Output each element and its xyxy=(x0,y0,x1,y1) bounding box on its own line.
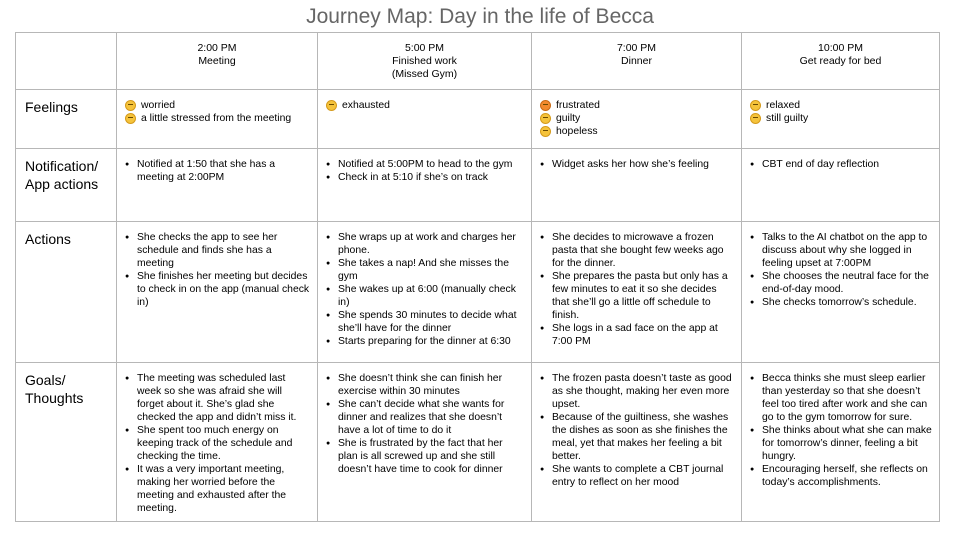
list-item: ● She doesn’t think she can finish her exercise within 30 minutes xyxy=(326,372,525,398)
notification-cell-3 xyxy=(532,149,742,222)
feelings-cell-3 xyxy=(532,90,742,149)
list-item: ● She logs in a sad face on the app at 7:00 PM xyxy=(540,322,735,348)
notification-row xyxy=(16,149,940,222)
hopeless-face-icon xyxy=(540,126,551,137)
feeling-item xyxy=(125,112,311,125)
stressed-face-icon xyxy=(125,113,136,124)
notification-cell-1 xyxy=(117,149,318,222)
column-header-3 xyxy=(532,33,742,90)
feelings-cell-1 xyxy=(117,90,318,149)
list-item: ● She wants to complete a CBT journal entry to reflect on her mood xyxy=(540,463,735,489)
column-header-2 xyxy=(318,33,532,90)
list-item: ● She takes a nap! And she misses the gym xyxy=(326,257,525,283)
row-label-text: Goals/ xyxy=(25,372,66,388)
goals-cell-3 xyxy=(532,363,742,522)
list-item: ● Becca thinks she must sleep earlier than yesterday so that she doesn’t feel too tired after work and she can go to the gym tomorrow for sure. xyxy=(750,372,933,424)
actions-cell-1 xyxy=(117,222,318,363)
column-label-sub: (Missed Gym) xyxy=(391,68,458,80)
relieved-face-icon xyxy=(750,100,761,111)
goals-cell-4 xyxy=(742,363,940,522)
corner-cell xyxy=(16,33,117,90)
column-header-4 xyxy=(742,33,940,90)
actions-row xyxy=(16,222,940,363)
list-item: ● She chooses the neutral face for the end-of-day mood. xyxy=(750,270,933,296)
feeling-item xyxy=(540,112,735,125)
feeling-text: relaxed xyxy=(766,100,801,111)
list-item: ● CBT end of day reflection xyxy=(750,158,933,171)
yawning-face-icon xyxy=(326,100,337,111)
row-label-text: Feelings xyxy=(25,99,78,115)
goals-cell-1 xyxy=(117,363,318,522)
feeling-text: still guilty xyxy=(766,113,809,124)
feelings-cell-2 xyxy=(318,90,532,149)
column-time: 7:00 PM xyxy=(616,42,657,54)
list-item: ● She finishes her meeting but decides to check in on the app (manual check in) xyxy=(125,270,311,309)
list-item: ● She checks the app to see her schedule and finds she has a meeting xyxy=(125,231,311,270)
guilty-face-icon xyxy=(750,113,761,124)
row-label-text: Thoughts xyxy=(25,390,84,406)
feeling-text: worried xyxy=(141,100,176,111)
notification-cell-4 xyxy=(742,149,940,222)
row-label-text: Notification/ xyxy=(25,158,99,174)
list-item: ● She thinks about what she can make for tomorrow’s dinner, feeling a bit hungry. xyxy=(750,424,933,463)
list-item: ● Talks to the AI chatbot on the app to discuss about why she logged in feeling upset at 7:00PM xyxy=(750,231,933,270)
list-item: ● Encouraging herself, she reflects on today’s accomplishments. xyxy=(750,463,933,489)
feeling-item xyxy=(540,99,735,112)
row-label-notification xyxy=(16,149,117,222)
row-label-text: App actions xyxy=(25,176,99,192)
list-item: ● She spent too much energy on keeping track of the schedule and checking the time. xyxy=(125,424,311,463)
column-label: Finished work xyxy=(392,55,457,67)
list-item: ● Notified at 1:50 that she has a meeting at 2:00PM xyxy=(125,158,311,184)
list-item: ● Starts preparing for the dinner at 6:30 xyxy=(326,335,525,348)
column-label: Dinner xyxy=(621,55,652,67)
actions-cell-3 xyxy=(532,222,742,363)
row-label-goals xyxy=(16,363,117,522)
actions-cell-2 xyxy=(318,222,532,363)
journey-map-table xyxy=(15,32,940,522)
notification-cell-2 xyxy=(318,149,532,222)
row-label-text: Actions xyxy=(25,231,71,247)
row-label-feelings xyxy=(16,90,117,149)
column-header-1 xyxy=(117,33,318,90)
list-item: ● She wraps up at work and charges her phone. xyxy=(326,231,525,257)
list-item: ● It was a very important meeting, making her worried before the meeting and exhausted after the meeting. xyxy=(125,463,311,515)
list-item: ● She is frustrated by the fact that her plan is all screwed up and she still doesn’t have time to cook for dinner xyxy=(326,437,525,476)
column-label: Meeting xyxy=(198,55,236,67)
list-item: ● She prepares the pasta but only has a few minutes to eat it so she decides that she’ll go a little off schedule to finish. xyxy=(540,270,735,322)
list-item: ● Check in at 5:10 if she’s on track xyxy=(326,171,525,184)
feeling-text: exhausted xyxy=(342,100,390,111)
list-item: ● The meeting was scheduled last week so she was afraid she will forget about it. She’s glad she checked the app and didn’t miss it. xyxy=(125,372,311,424)
column-time: 5:00 PM xyxy=(404,42,445,54)
feeling-text: a little stressed from the meeting xyxy=(141,113,292,124)
list-item: ● Notified at 5:00PM to head to the gym xyxy=(326,158,525,171)
feelings-cell-4 xyxy=(742,90,940,149)
list-item: ● She spends 30 minutes to decide what she’ll have for the dinner xyxy=(326,309,525,335)
header-row xyxy=(16,33,940,90)
column-label: Get ready for bed xyxy=(799,55,882,67)
list-item: ● She can’t decide what she wants for dinner and realizes that she doesn’t have a lot of time to do it xyxy=(326,398,525,437)
row-label-actions xyxy=(16,222,117,363)
feeling-text: hopeless xyxy=(556,126,598,137)
feeling-item xyxy=(540,125,735,138)
list-item: ● She checks tomorrow’s schedule. xyxy=(750,296,933,309)
page-title: Journey Map: Day in the life of Becca xyxy=(306,5,654,28)
list-item: ● The frozen pasta doesn’t taste as good as she thought, making her even more upset. xyxy=(540,372,735,411)
list-item: ● She decides to microwave a frozen pasta that she bought few weeks ago for the dinner. xyxy=(540,231,735,270)
feeling-text: frustrated xyxy=(556,100,600,111)
feeling-item xyxy=(750,112,933,125)
feeling-text: guilty xyxy=(556,113,581,124)
list-item: ● Because of the guiltiness, she washes the dishes as soon as she finishes the meal, yet that makes her feeling a bit better. xyxy=(540,411,735,463)
goals-row xyxy=(16,363,940,522)
feelings-row xyxy=(16,90,940,149)
worried-face-icon xyxy=(125,100,136,111)
goals-cell-2 xyxy=(318,363,532,522)
feeling-item xyxy=(326,99,525,112)
feeling-item xyxy=(750,99,933,112)
column-time: 2:00 PM xyxy=(197,42,237,54)
column-time: 10:00 PM xyxy=(818,42,863,54)
feeling-item xyxy=(125,99,311,112)
list-item: ● Widget asks her how she’s feeling xyxy=(540,158,735,171)
guilty-face-icon xyxy=(540,113,551,124)
list-item: ● She wakes up at 6:00 (manually check in) xyxy=(326,283,525,309)
angry-face-icon xyxy=(540,100,551,111)
actions-cell-4 xyxy=(742,222,940,363)
